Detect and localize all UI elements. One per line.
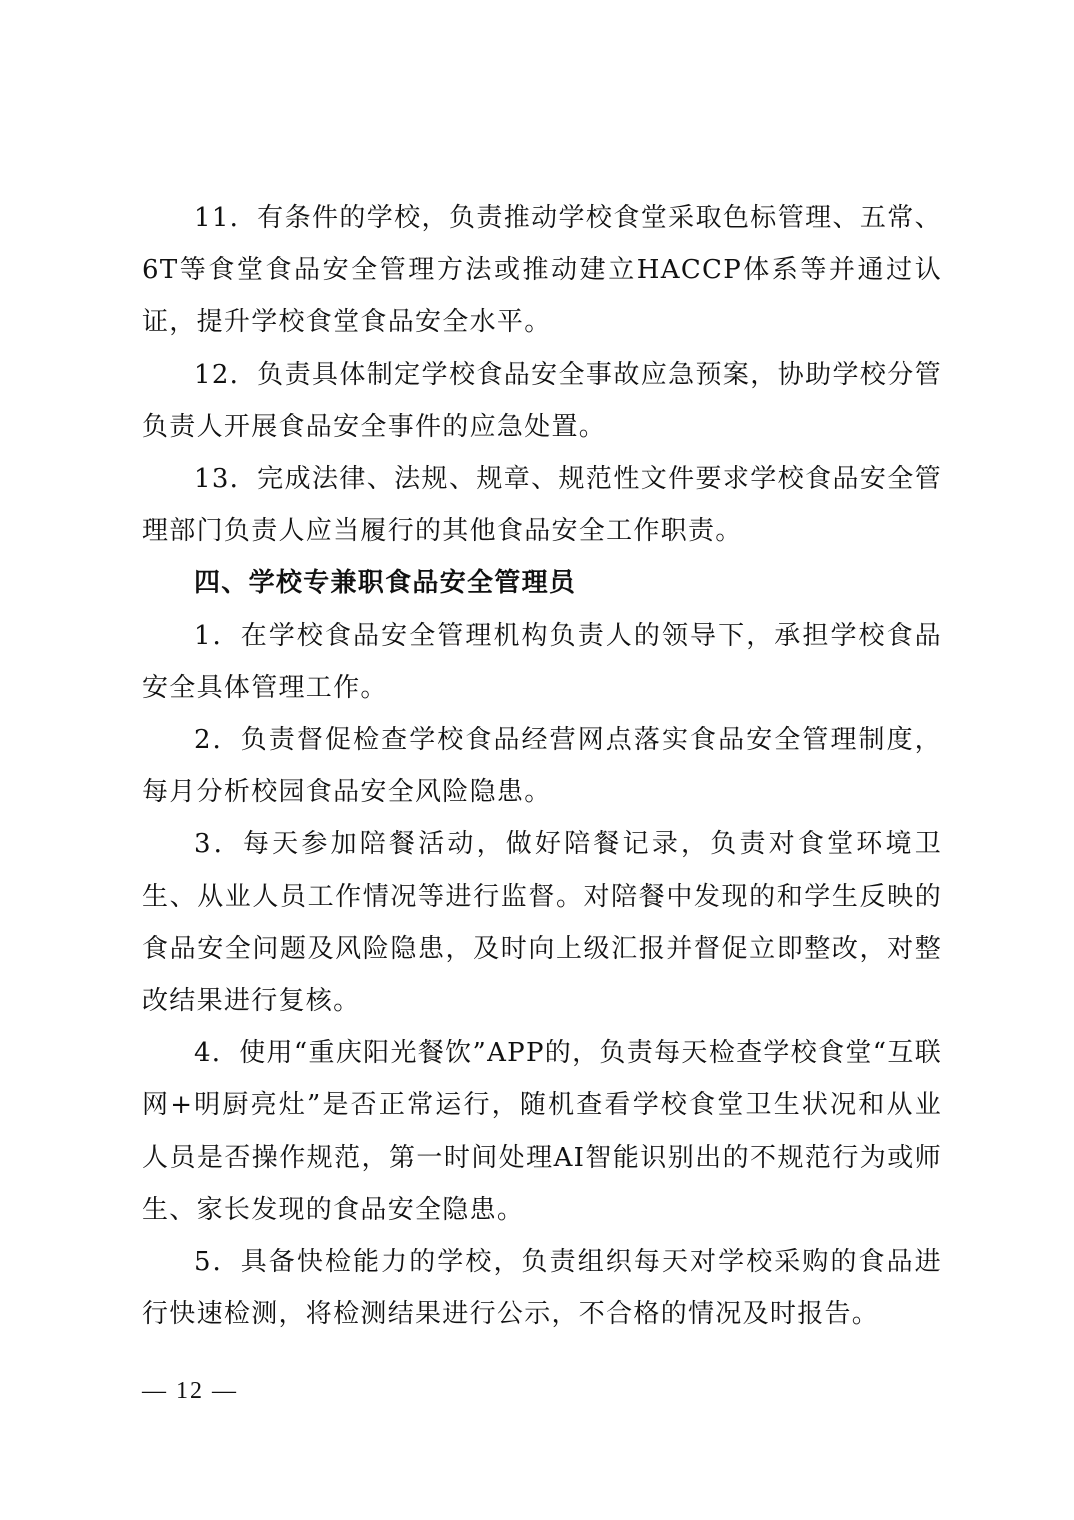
section-heading: 四、学校专兼职食品安全管理员 bbox=[194, 568, 577, 599]
paragraph-item-2: 2．负责督促检查学校食品经营网点落实食品安全管理制度，每月分析校园食品安全风险隐患。 bbox=[142, 725, 942, 808]
paragraph-item-1: 1．在学校食品安全管理机构负责人的领导下，承担学校食品安全具体管理工作。 bbox=[142, 620, 942, 703]
paragraph-item-11: 11．有条件的学校，负责推动学校食堂采取色标管理、五常、6T等食堂食品安全管理方法或推动建立HACCP体系等并通过认证，提升学校食堂食品安全水平。 bbox=[142, 203, 942, 338]
paragraph-item-12: 12．负责具体制定学校食品安全事故应急预案，协助学校分管负责人开展食品安全事件的应急处置。 bbox=[142, 359, 942, 442]
paragraph-item-5: 5．具备快检能力的学校，负责组织每天对学校采购的食品进行快速检测，将检测结果进行公示，不合格的情况及时报告。 bbox=[142, 1247, 942, 1330]
document-body bbox=[142, 192, 942, 1340]
page-number: — 12 — bbox=[142, 1378, 238, 1404]
paragraph-item-4: 4．使用“重庆阳光餐饮”APP的，负责每天检查学校食堂“互联网+明厨亮灶”是否正常运行，随机查看学校食堂卫生状况和从业人员是否操作规范，第一时间处理AI智能识别出的不规范行为或师生、家长发现的食品安全隐患。 bbox=[142, 1038, 942, 1225]
paragraph-item-3: 3．每天参加陪餐活动，做好陪餐记录，负责对食堂环境卫生、从业人员工作情况等进行监督。对陪餐中发现的和学生反映的食品安全问题及风险隐患，及时向上级汇报并督促立即整改，对整改结果进行复核。 bbox=[142, 829, 942, 1017]
paragraph-item-13: 13．完成法律、法规、规章、规范性文件要求学校食品安全管理部门负责人应当履行的其他食品安全工作职责。 bbox=[142, 464, 942, 547]
